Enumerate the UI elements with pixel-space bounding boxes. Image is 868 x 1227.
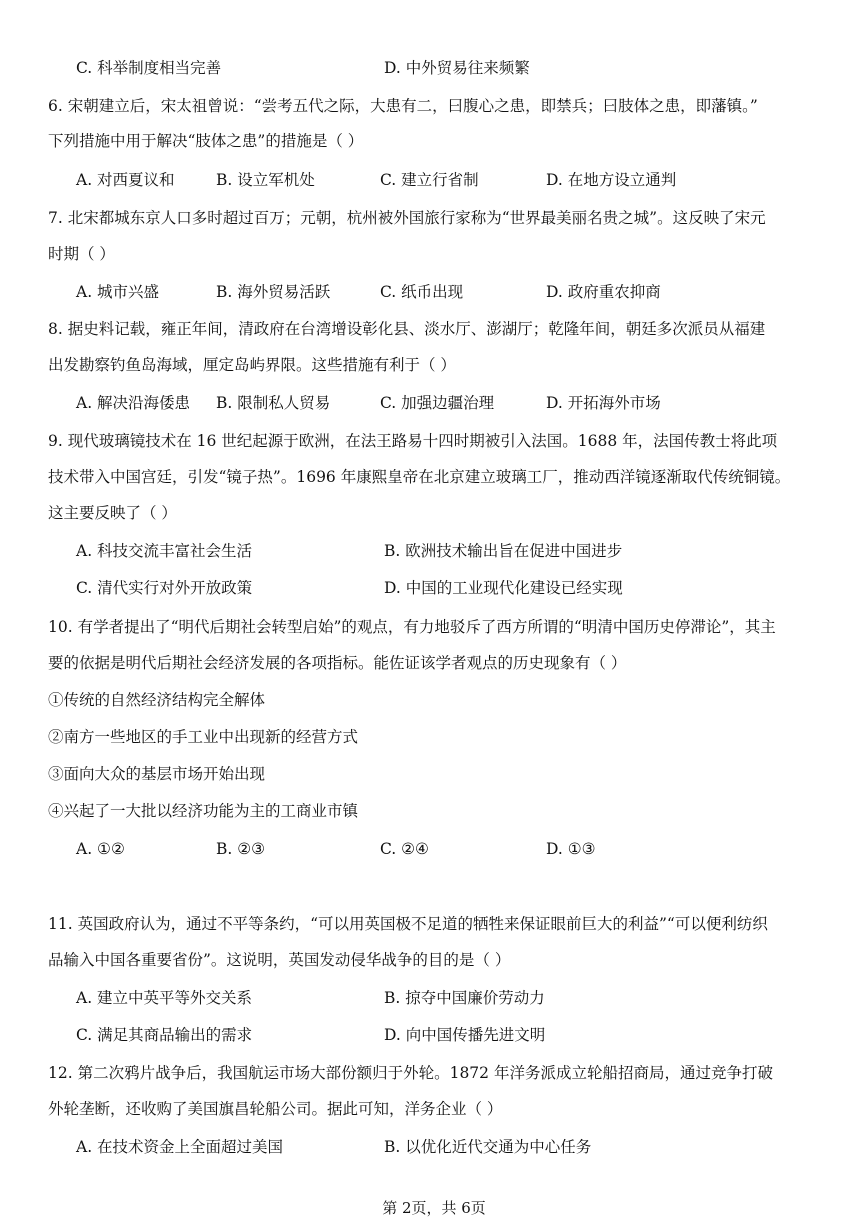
q11-stem-line2: 品输入中国各重要省份”。这说明，英国发动侵华战争的目的是（ ）	[48, 951, 511, 969]
q6-stem-line2: 下列措施中用于解决“肢体之患”的措施是（ ）	[48, 132, 364, 150]
q7-stem-line1: 7. 北宋都城东京人口多时超过百万；元朝，杭州被外国旅行家称为“世界最美丽名贵之城”。这反映了宋元	[48, 209, 766, 227]
q9-option-a: A. 科技交流丰富社会生活	[76, 542, 253, 560]
q11-stem-line1: 11. 英国政府认为，通过不平等条约，“可以用英国极不足道的牺牲来保证眼前巨大的利益”“可以便利纺织	[48, 915, 768, 933]
q10-statement-1: ①传统的自然经济结构完全解体	[48, 691, 266, 709]
q11-option-c: C. 满足其商品输出的需求	[76, 1026, 253, 1044]
q7-option-d: D. 政府重农抑商	[546, 283, 661, 301]
q10-statement-3: ③面向大众的基层市场开始出现	[48, 765, 266, 783]
page-number: 第 2页，共 6页	[382, 1199, 486, 1217]
q6-stem-line1: 6. 宋朝建立后，宋太祖曾说：“尝考五代之际，大患有二，曰腹心之患，即禁兵；曰肢体之患，即藩镇。”	[48, 97, 758, 115]
q7-option-a: A. 城市兴盛	[76, 283, 160, 301]
q8-stem-line1: 8. 据史料记载，雍正年间，清政府在台湾增设彰化县、淡水厅、澎湖厅；乾隆年间，朝廷多次派员从福建	[48, 320, 766, 338]
q10-option-a: A. ①②	[76, 840, 125, 858]
q10-option-c: C. ②④	[380, 840, 429, 858]
q10-stem-line1: 10. 有学者提出了“明代后期社会转型启始”的观点，有力地驳斥了西方所谓的“明清中国历史停滞论”，其主	[48, 618, 776, 636]
q11-option-d: D. 向中国传播先进文明	[384, 1026, 546, 1044]
q9-option-c: C. 清代实行对外开放政策	[76, 579, 253, 597]
q6-option-a: A. 对西夏议和	[76, 171, 175, 189]
q9-stem-line2: 技术带入中国宫廷，引发“镜子热”。1696 年康熙皇帝在北京建立玻璃工厂，推动西洋镜逐渐取代传统铜镜。	[48, 468, 791, 486]
q10-option-b: B. ②③	[216, 840, 266, 858]
q8-option-d: D. 开拓海外市场	[546, 394, 661, 412]
q7-option-c: C. 纸币出现	[380, 283, 464, 301]
q8-option-a: A. 解决沿海倭患	[76, 394, 191, 412]
q10-stem-line2: 要的依据是明代后期社会经济发展的各项指标。能佐证该学者观点的历史现象有（ ）	[48, 654, 627, 672]
q8-stem-line2: 出发勘察钓鱼岛海域，厘定岛屿界限。这些措施有利于（ ）	[48, 356, 456, 374]
q12-option-a: A. 在技术资金上全面超过美国	[76, 1138, 284, 1156]
q6-option-d: D. 在地方设立通判	[546, 171, 677, 189]
q12-option-b: B. 以优化近代交通为中心任务	[384, 1138, 592, 1156]
q5-option-d: D. 中外贸易往来频繁	[384, 59, 530, 77]
q6-option-b: B. 设立军机处	[216, 171, 315, 189]
q11-option-a: A. 建立中英平等外交关系	[76, 989, 253, 1007]
q7-stem-line2: 时期（ ）	[48, 245, 115, 263]
q8-option-c: C. 加强边疆治理	[380, 394, 495, 412]
q10-option-d: D. ①③	[546, 840, 596, 858]
q9-stem-line1: 9. 现代玻璃镜技术在 16 世纪起源于欧洲，在法王路易十四时期被引入法国。1688 年，法国传教士将此项	[48, 432, 778, 450]
q9-option-d: D. 中国的工业现代化建设已经实现	[384, 579, 623, 597]
q9-stem-line3: 这主要反映了（ ）	[48, 504, 177, 522]
q10-statement-2: ②南方一些地区的手工业中出现新的经营方式	[48, 728, 359, 746]
q12-stem-line2: 外轮垄断，还收购了美国旗昌轮船公司。据此可知，洋务企业（ ）	[48, 1100, 503, 1118]
q7-option-b: B. 海外贸易活跃	[216, 283, 331, 301]
q11-option-b: B. 掠夺中国廉价劳动力	[384, 989, 545, 1007]
q10-statement-4: ④兴起了一大批以经济功能为主的工商业市镇	[48, 802, 359, 820]
q8-option-b: B. 限制私人贸易	[216, 394, 331, 412]
q12-stem-line1: 12. 第二次鸦片战争后，我国航运市场大部份额归于外轮。1872 年洋务派成立轮船招商局，通过竞争打破	[48, 1064, 773, 1082]
q5-option-c: C. 科举制度相当完善	[76, 59, 222, 77]
q6-option-c: C. 建立行省制	[380, 171, 479, 189]
q9-option-b: B. 欧洲技术输出旨在促进中国进步	[384, 542, 623, 560]
